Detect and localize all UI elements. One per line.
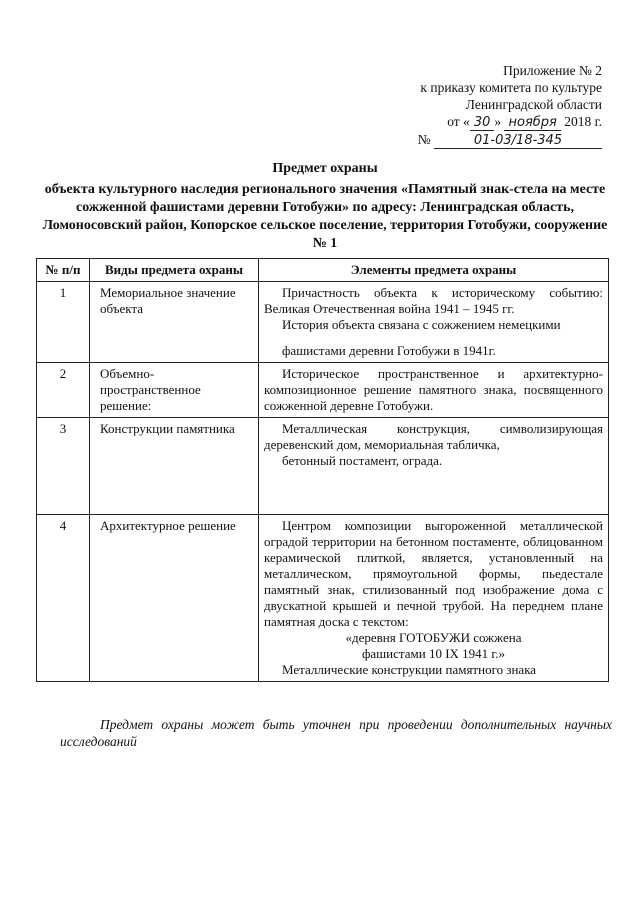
row-element-text: Металлические конструкции памятного знака (282, 662, 537, 677)
date-prefix: от « (447, 114, 470, 129)
number-prefix: № (417, 132, 431, 147)
row-kind: Мемориальное значение объекта (90, 282, 259, 363)
row-kind: Архитектурное решение (90, 515, 259, 682)
row-elements (259, 282, 609, 363)
row-element-text: Историческое пространственное и архитектурно-композиционное решение памятного знака, посвященного сожженной деревне Готобужи. (264, 366, 603, 413)
row-element-text: Причастность объекта к историческому событию: Великая Отечественная война 1941 – 1945 гг. (264, 285, 603, 316)
appendix-region: Ленинградской области (465, 97, 602, 112)
row-elements (259, 418, 609, 515)
row-element-text: История объекта связана с сожжением немецкими (282, 317, 561, 332)
row-element-text: бетонный постамент, ограда. (282, 453, 443, 468)
footnote: Предмет охраны может быть уточнен при проведении дополнительных научных исследований (60, 717, 612, 749)
document-title (40, 160, 610, 253)
appendix-header (418, 62, 602, 149)
row-elements (259, 363, 609, 418)
header-num: № п/п (37, 259, 90, 282)
table-row (37, 363, 609, 418)
row-element-text: Центром композиции выгороженной металлической оградой территории на бетонном постаменте, облицованном керамической плиткой, является, установленный на металлическом, прямоугольной формы, пьедестале памятный знак, стилизованный под изображение дома с двускатной крышей и печной трубой. На переднем плане памятная доска с текстом: (264, 518, 603, 629)
plaque-text: «деревня ГОТОБУЖИ сожжена (345, 630, 522, 645)
table-row (37, 515, 609, 682)
appendix-order-number (418, 131, 602, 149)
date-mid: » (494, 114, 502, 129)
protection-subject-table (36, 258, 609, 682)
table-row (37, 282, 609, 363)
date-day-handwritten: 30 (470, 116, 495, 131)
title-subheading: объекта культурного наследия регионального значения «Памятный знак-стела на месте сожженной фашистами деревни Готобужи» по адресу: Ленинградская область, Ломоносовский район, Копорское сельское поселение, территория Готобужи, сооружение № 1 (42, 182, 608, 251)
row-elements (259, 515, 609, 682)
row-kind: Объемно-пространственное решение: (90, 363, 259, 418)
row-element-text: Металлическая конструкция, символизирующая деревенский дом, мемориальная табличка, (264, 421, 603, 452)
row-num: 3 (37, 418, 90, 515)
plaque-text: фашистами 10 IX 1941 г.» (361, 646, 506, 661)
appendix-number: Приложение № 2 (503, 63, 602, 78)
date-year: 2018 г. (564, 114, 602, 129)
order-number-handwritten: 01-03/18-345 (434, 134, 602, 149)
header-elements: Элементы предмета охраны (259, 259, 609, 282)
row-num: 4 (37, 515, 90, 682)
table-row (37, 418, 609, 515)
row-element-text: фашистами деревни Готобужи в 1941г. (282, 343, 496, 358)
row-num: 2 (37, 363, 90, 418)
title-heading: Предмет охраны (272, 161, 378, 176)
row-kind: Конструкции памятника (90, 418, 259, 515)
header-kind: Виды предмета охраны (90, 259, 259, 282)
appendix-date (418, 113, 602, 131)
row-num: 1 (37, 282, 90, 363)
table-header-row (37, 259, 609, 282)
appendix-order-ref: к приказу комитета по культуре (420, 80, 602, 95)
date-month-handwritten: ноября (504, 116, 560, 131)
